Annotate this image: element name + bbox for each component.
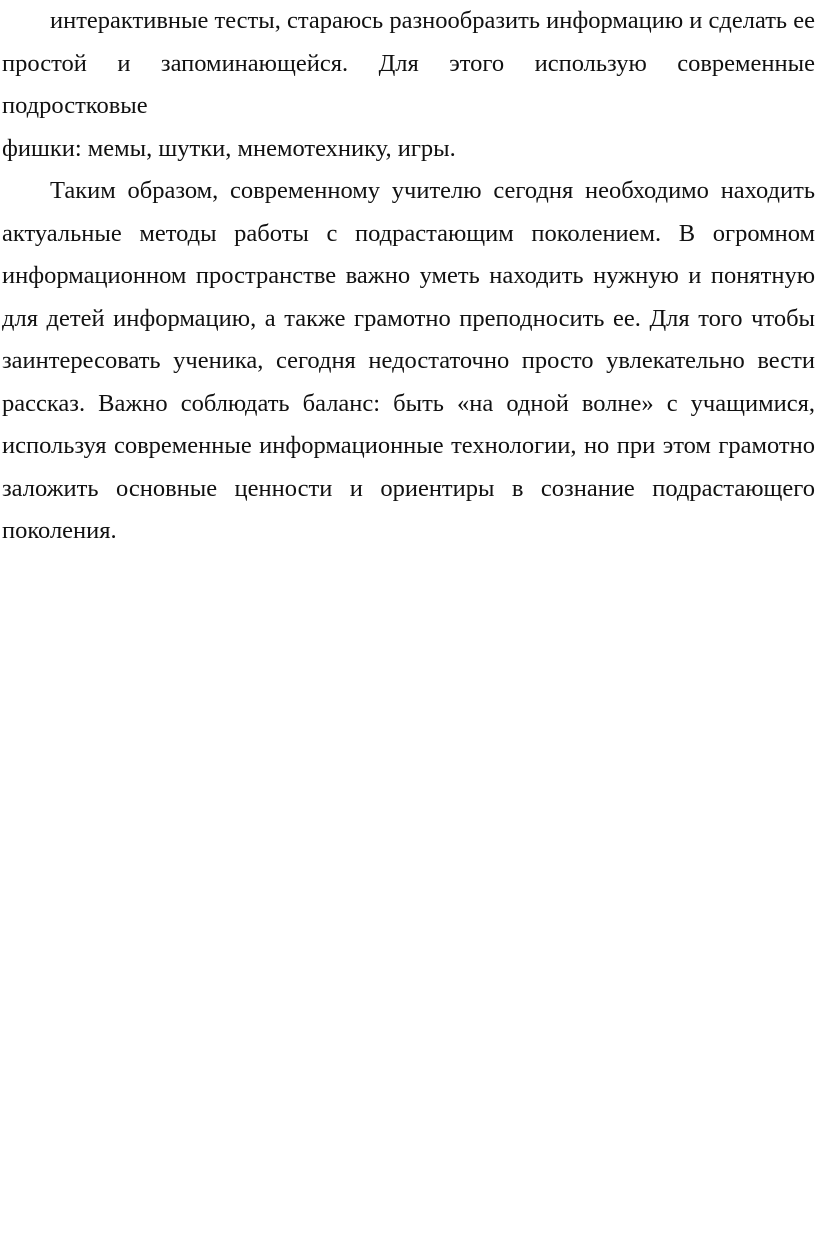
text-line: фишки: мемы, шутки, мнемотехнику, игры. (2, 134, 456, 162)
text-line: заинтересовать ученика, сегодня недостаточно просто увлекательно вести (2, 347, 815, 374)
text-line: используя современные информационные технологии, но при этом грамотно (2, 432, 815, 459)
text-line: поколения. (2, 517, 117, 544)
document-body (2, 0, 815, 553)
text-line: заложить основные ценности и ориентиры в сознание подрастающего (2, 474, 815, 502)
text-line: для детей информацию, а также грамотно преподносить ее. Для того чтобы (2, 304, 815, 332)
text-line: актуальные методы работы с подрастающим поколением. В огромном (2, 219, 815, 247)
text-line: интерактивные тесты, стараюсь разнообразить информацию и сделать ее (50, 7, 815, 34)
text-line: простой и запоминающейся. Для этого использую современные подростковые (2, 49, 815, 119)
paragraph-1 (2, 0, 815, 170)
paragraph-2 (2, 170, 815, 553)
text-line: рассказ. Важно соблюдать баланс: быть «на одной волне» с учащимися, (2, 389, 815, 417)
text-line: Таким образом, современному учителю сегодня необходимо находить (50, 177, 815, 204)
text-line: информационном пространстве важно уметь находить нужную и понятную (2, 262, 815, 289)
